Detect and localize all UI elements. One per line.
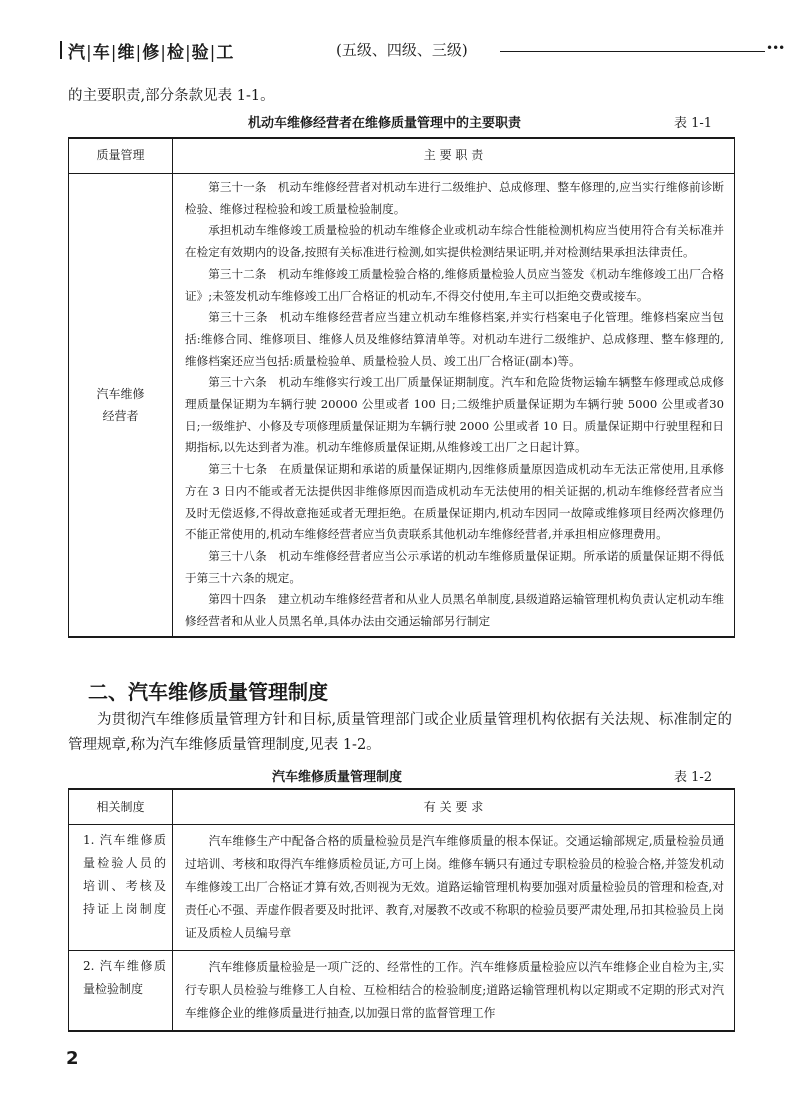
- table1-caption: 机动车维修经营者在维修质量管理中的主要职责: [248, 116, 522, 131]
- clause-paragraph: 第三十七条 在质量保证期和承诺的质量保证期内,因维修质量原因造成机动车无法正常使用,且承修方在 3 日内不能或者无法提供因非维修原因而造成机动车无法使用的相关证据的,机动车维修经营者应当及时无偿返修,不得故意拖延或者无理拒绝。在质量保证期内,机动车因同一故障或维修项目经两次修理仍不能正常使用的,机动车维修经营者应当负责联系其他机动车维修经营者,并承担相应修理费用。: [185, 462, 724, 542]
- title-char: 工: [216, 43, 234, 63]
- row-label-text: 汽车维修 经营者: [96, 386, 145, 423]
- table2-caption: 汽车维修质量管理制度: [272, 770, 403, 785]
- table-row: [69, 174, 735, 637]
- table2: [68, 788, 735, 1032]
- table1-header-row: [69, 138, 735, 174]
- table2-header-row: [69, 789, 735, 825]
- table2-row-text: [173, 951, 735, 1032]
- header-bar: [60, 41, 62, 59]
- table2-row-label: 2. 汽车维修质量检验制度: [69, 951, 173, 1032]
- table2-col-header: 有 关 要 求: [173, 789, 735, 825]
- title-char: 验: [191, 43, 209, 63]
- table1-col-header: 质量管理: [69, 138, 173, 174]
- clause-paragraph: 承担机动车维修竣工质量检验的机动车维修企业或机动车综合性能检测机构应当使用符合有关标准并在检定有效期内的设备,按照有关标准进行检测,如实提供检测结果证明,并对检测结果承担法律责任。: [185, 223, 724, 260]
- running-header: [60, 38, 785, 64]
- header-dots: •••: [766, 41, 785, 55]
- table-row: [69, 951, 735, 1032]
- clause-paragraph: 第三十六条 机动车维修实行竣工出厂质量保证期制度。汽车和危险货物运输车辆整车修理或总成修理质量保证期为车辆行驶 20000 公里或者 100 日;二级维护质量保证期为车辆行驶 5000 公里或者30 日;一级维护、小修及专项修理质量保证期为车辆行驶 2000 公里或者 10 日。质量保证期中行驶里程和日期指标,以先达到者为准。机动车维修质量保证期,从维修竣工出厂之日起计算。: [185, 375, 724, 455]
- title-char: 维: [117, 43, 135, 63]
- section-intro: 为贯彻汽车维修质量管理方针和目标,质量管理部门或企业质量管理机构依据有关法规、标准制定的管理规章,称为汽车维修质量管理制度,见表 1-2。: [68, 712, 732, 753]
- title-char: 修: [142, 43, 160, 63]
- section-heading: 二、汽车维修质量管理制度: [88, 680, 328, 704]
- requirement-paragraph: 汽车维修生产中配备合格的质量检验员是汽车维修质量的根本保证。交通运输部规定,质量检验员通过培训、考核和取得汽车维修质检员证,方可上岗。维修车辆只有通过专职检验员的检验合格,并签发机动车维修竣工出厂合格证才算有效,否则视为无效。道路运输管理机构要加强对质量检验员的管理和检查,对责任心不强、弄虚作假者要及时批评、教育,对屡教不改或不称职的检验员要严肃处理,吊扣其检验员上岗证及质检人员编号章: [185, 834, 724, 940]
- table1-col-header: 主 要 职 责: [173, 138, 735, 174]
- table2-col-header: 相关制度: [69, 789, 173, 825]
- lead-text: 的主要职责,部分条款见表 1-1。: [68, 88, 275, 104]
- book-subtitle: (五级、四级、三级): [336, 41, 468, 59]
- table1-row-label: [69, 174, 173, 637]
- clause-paragraph: 第三十一条 机动车维修经营者对机动车进行二级维护、总成修理、整车修理的,应当实行维修前诊断检验、维修过程检验和竣工质量检验制度。: [185, 180, 724, 216]
- table1-number: 表 1-1: [674, 116, 713, 131]
- clause-paragraph: 第三十八条 机动车维修经营者应当公示承诺的机动车维修质量保证期。所承诺的质量保证期不得低于第三十六条的规定。: [185, 548, 724, 585]
- table1-duties: [173, 174, 735, 637]
- title-char: 汽: [68, 43, 85, 63]
- table1: [68, 137, 735, 638]
- title-char: 车: [92, 43, 110, 63]
- clause-paragraph: 第四十四条 建立机动车维修经营者和从业人员黑名单制度,县级道路运输管理机构负责认定机动车维修经营者和从业人员黑名单,具体办法由交通运输部另行制定: [185, 592, 724, 629]
- header-rule: [500, 51, 765, 52]
- clause-paragraph: 第三十二条 机动车维修竣工质量检验合格的,维修质量检验人员应当签发《机动车维修竣工出厂合格证》;未签发机动车维修竣工出厂合格证的机动车,不得交付使用,车主可以拒绝交费或接车。: [185, 266, 724, 303]
- table2-row-label: 1. 汽车维修质量检验人员的培训、考核及持证上岗制度: [69, 825, 173, 951]
- table2-row-text: [173, 825, 735, 951]
- title-char: 检: [166, 43, 184, 63]
- page-number: 2: [66, 1048, 79, 1069]
- table2-number: 表 1-2: [674, 770, 713, 785]
- requirement-paragraph: 汽车维修质量检验是一项广泛的、经常性的工作。汽车维修质量检验应以汽车维修企业自检为主,实行专职人员检验与维修工人自检、互检相结合的检验制度;道路运输管理机构以定期或不定期的形式对汽车维修企业的维修质量进行抽查,以加强日常的监督管理工作: [185, 960, 724, 1020]
- book-title: 汽|车|维|修|检|验|工: [68, 43, 234, 63]
- clause-paragraph: 第三十三条 机动车维修经营者应当建立机动车维修档案,并实行档案电子化管理。维修档案应当包括:维修合同、维修项目、维修人员及维修结算清单等。对机动车进行二级维护、总成修理、整车修理的,维修档案还应当包括:质量检验单、质量检验人员、竣工出厂合格证(副本)等。: [185, 310, 724, 368]
- table-row: [69, 825, 735, 951]
